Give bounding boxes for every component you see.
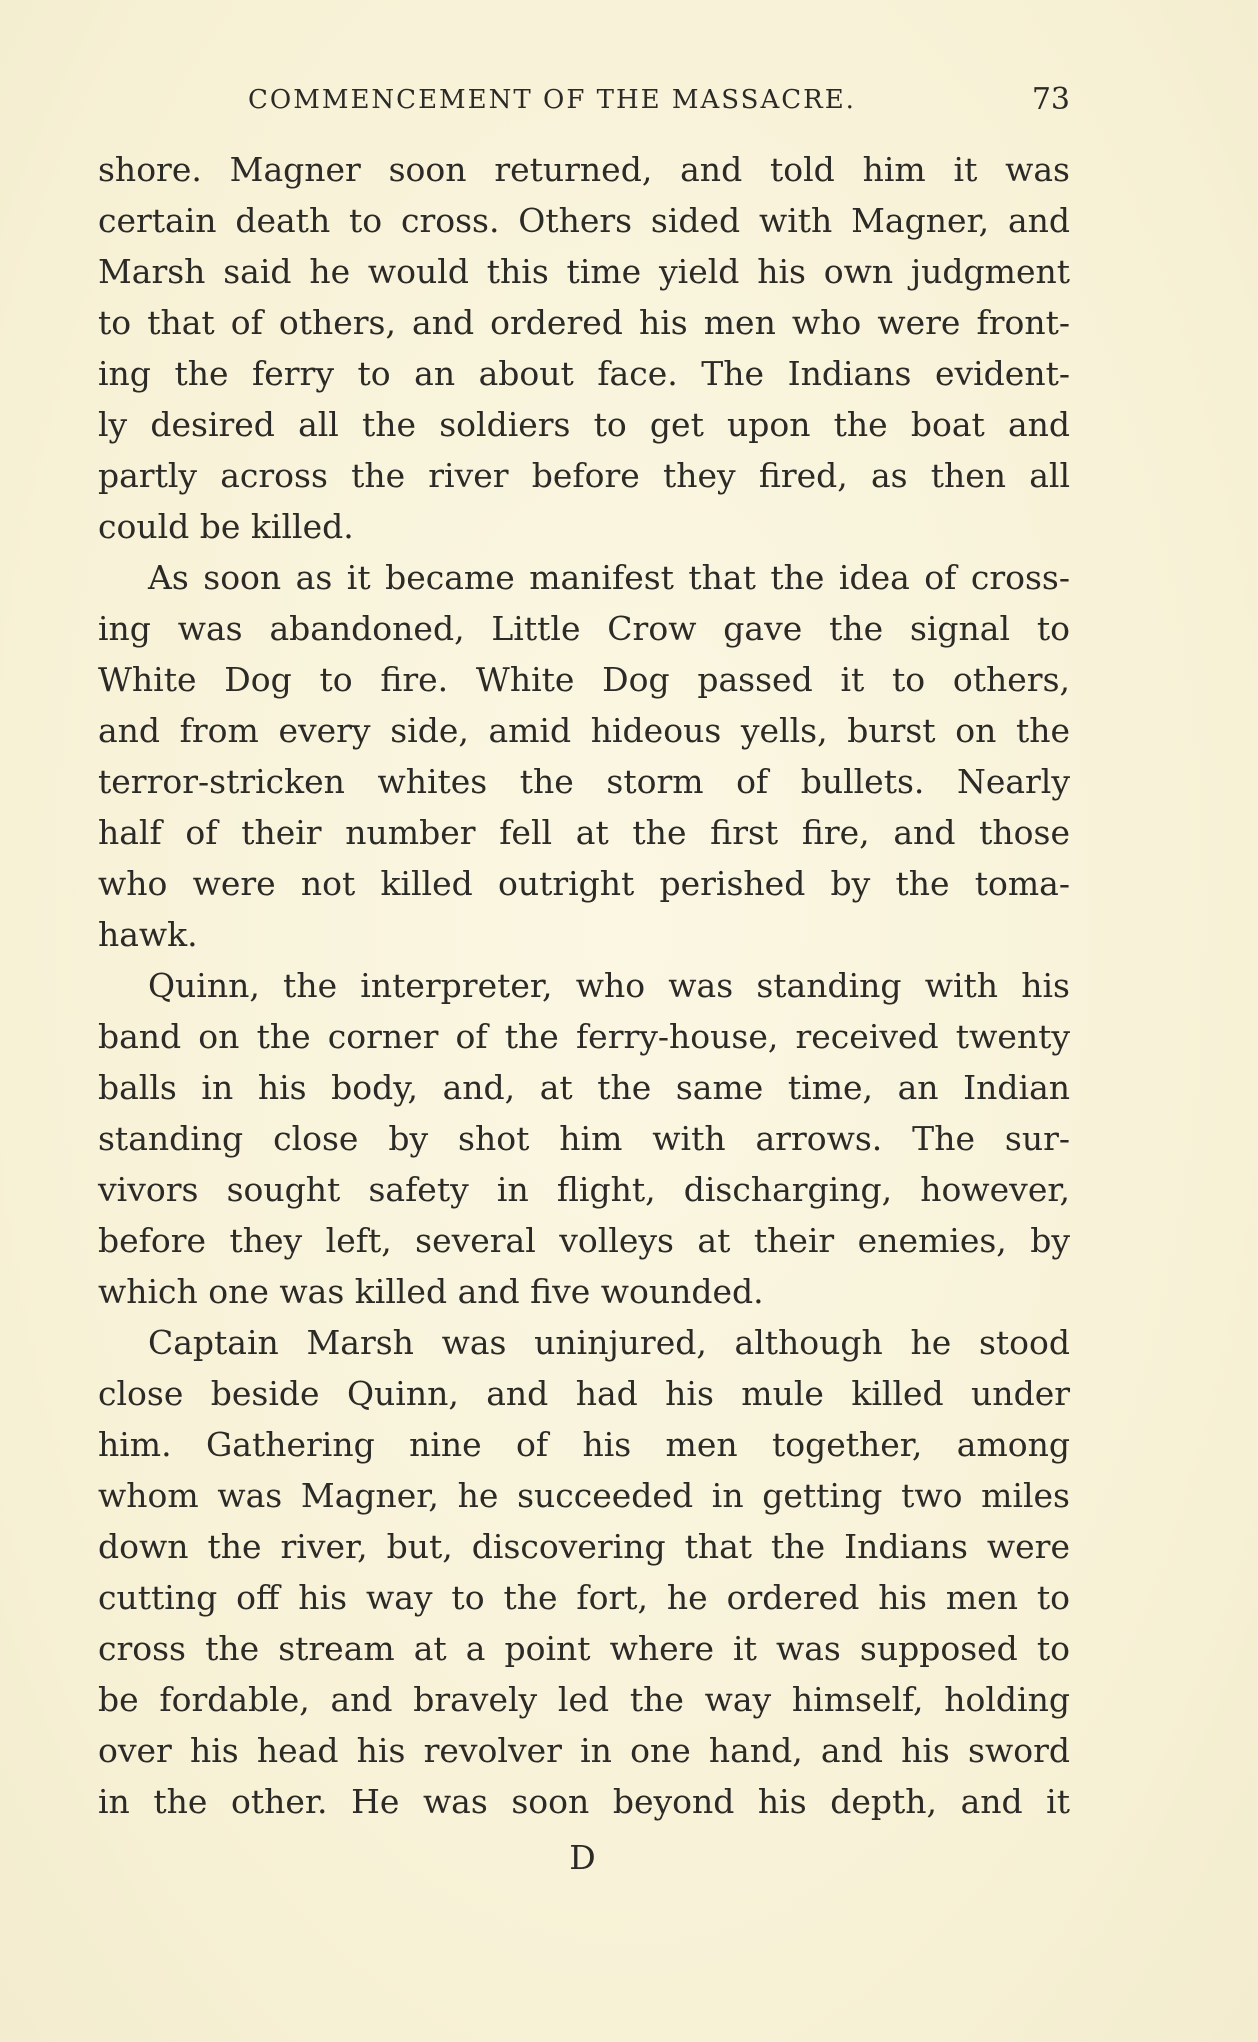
text-line: Captain Marsh was uninjured, although he stood bbox=[148, 1323, 1070, 1362]
text-line: which one was killed and five wounded. bbox=[98, 1272, 764, 1311]
text-line: vivors sought safety in flight, discharging, however, bbox=[98, 1170, 1070, 1209]
text-line: White Dog to fire. White Dog passed it to others, bbox=[98, 660, 1070, 699]
text-line: down the river, but, discovering that the Indians were bbox=[98, 1527, 1070, 1566]
text-line: Quinn, the interpreter, who was standing with his bbox=[148, 966, 1070, 1005]
page-header bbox=[98, 78, 1070, 122]
page-number: 73 bbox=[1031, 82, 1070, 117]
text-line: in the other. He was soon beyond his depth, and it bbox=[98, 1782, 1070, 1821]
running-head: COMMENCEMENT OF THE MASSACRE. bbox=[248, 85, 856, 115]
text-line: him. Gathering nine of his men together, among bbox=[98, 1425, 1070, 1464]
text-line: balls in his body, and, at the same time, an Indian bbox=[98, 1068, 1070, 1107]
text-line: Marsh said he would this time yield his own judgment bbox=[98, 252, 1070, 291]
signature-mark: D bbox=[569, 1838, 596, 1877]
text-line: before they left, several volleys at their enemies, by bbox=[98, 1221, 1070, 1260]
body-text bbox=[98, 144, 1070, 1827]
text-line: band on the corner of the ferry-house, received twenty bbox=[98, 1017, 1070, 1056]
text-line: hawk. bbox=[98, 915, 198, 954]
text-line: whom was Magner, he succeeded in getting two miles bbox=[98, 1476, 1070, 1515]
text-line: cutting off his way to the fort, he ordered his men to bbox=[98, 1578, 1070, 1617]
text-line: who were not killed outright perished by the toma- bbox=[98, 864, 1070, 903]
text-line: could be killed. bbox=[98, 507, 354, 546]
text-line: As soon as it became manifest that the idea of cross- bbox=[148, 558, 1070, 597]
text-line: ing was abandoned, Little Crow gave the signal to bbox=[98, 609, 1070, 648]
text-line: half of their number fell at the first fire, and those bbox=[98, 813, 1070, 852]
text-line: to that of others, and ordered his men who were front- bbox=[98, 303, 1070, 342]
text-line: over his head his revolver in one hand, and his sword bbox=[98, 1731, 1070, 1770]
text-line: shore. Magner soon returned, and told him it was bbox=[98, 150, 1070, 189]
text-line: ly desired all the soldiers to get upon the boat and bbox=[98, 405, 1070, 444]
text-line: and from every side, amid hideous yells, burst on the bbox=[98, 711, 1070, 750]
text-line: terror-stricken whites the storm of bullets. Nearly bbox=[98, 762, 1070, 801]
text-line: partly across the river before they fired, as then all bbox=[98, 456, 1070, 495]
text-line: standing close by shot him with arrows. The sur- bbox=[98, 1119, 1070, 1158]
text-line: certain death to cross. Others sided with Magner, and bbox=[98, 201, 1070, 240]
text-line: close beside Quinn, and had his mule killed under bbox=[98, 1374, 1070, 1413]
text-line: cross the stream at a point where it was supposed to bbox=[98, 1629, 1070, 1668]
text-line: be fordable, and bravely led the way himself, holding bbox=[98, 1680, 1070, 1719]
text-line: ing the ferry to an about face. The Indians evident- bbox=[98, 354, 1070, 393]
